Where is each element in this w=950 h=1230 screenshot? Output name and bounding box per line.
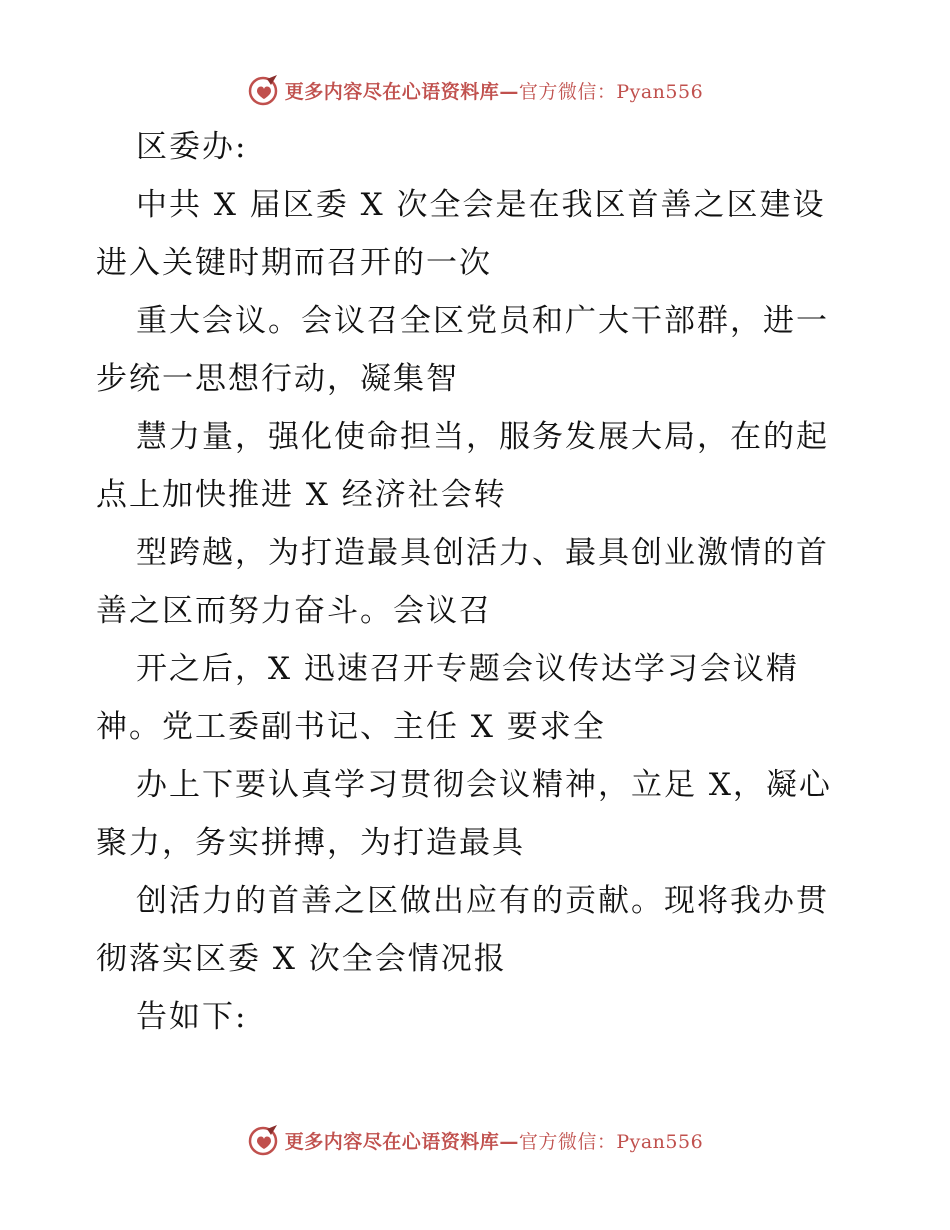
footer-banner: [0, 1120, 950, 1160]
doc-line: 善之区而努力奋斗。会议召: [96, 593, 492, 629]
doc-line: 神。党工委副书记、主任 X 要求全: [96, 709, 606, 745]
banner-slogan: 更多内容尽在心语资料库: [284, 1130, 500, 1153]
footer-banner-text: [285, 1127, 703, 1154]
banner-slogan: 更多内容尽在心语资料库: [284, 80, 500, 103]
banner-wechat-id: Pyan556: [616, 1130, 704, 1153]
doc-line: 办上下要认真学习贯彻会议精神，立足 X，凝心: [136, 767, 832, 803]
doc-line: 慧力量，强化使命担当，服务发展大局，在的起: [136, 419, 829, 455]
header-banner-text: [285, 77, 703, 104]
banner-dash: —: [499, 80, 519, 103]
banner-wechat-label: 官方微信：: [518, 1130, 617, 1153]
doc-line: 型跨越，为打造最具创活力、最具创业激情的首: [136, 535, 829, 571]
heart-quill-logo-icon: [247, 1123, 281, 1157]
banner-wechat-label: 官方微信：: [518, 80, 617, 103]
banner-dash: —: [499, 1130, 519, 1153]
doc-line: 告如下:: [136, 999, 248, 1035]
doc-line: 步统一思想行动，凝集智: [96, 361, 459, 397]
doc-line: 创活力的首善之区做出应有的贡献。现将我办贯: [136, 883, 829, 919]
doc-line: 中共 X 届区委 X 次全会是在我区首善之区建设: [136, 187, 826, 223]
heart-quill-logo-icon: [247, 73, 281, 107]
doc-line: 进入关键时期而召开的一次: [96, 245, 492, 281]
doc-line-salutation: 区委办:: [136, 129, 248, 165]
doc-line: 重大会议。会议召全区党员和广大干部群，进一: [136, 303, 829, 339]
banner-wechat-id: Pyan556: [616, 80, 704, 103]
doc-line: 开之后，X 迅速召开专题会议传达学习会议精: [136, 651, 799, 687]
doc-line: 聚力，务实拼搏，为打造最具: [96, 825, 525, 861]
document-body: [96, 118, 856, 1046]
doc-line: 彻落实区委 X 次全会情况报: [96, 941, 507, 977]
header-banner: [0, 70, 950, 110]
doc-line: 点上加快推进 X 经济社会转: [96, 477, 507, 513]
